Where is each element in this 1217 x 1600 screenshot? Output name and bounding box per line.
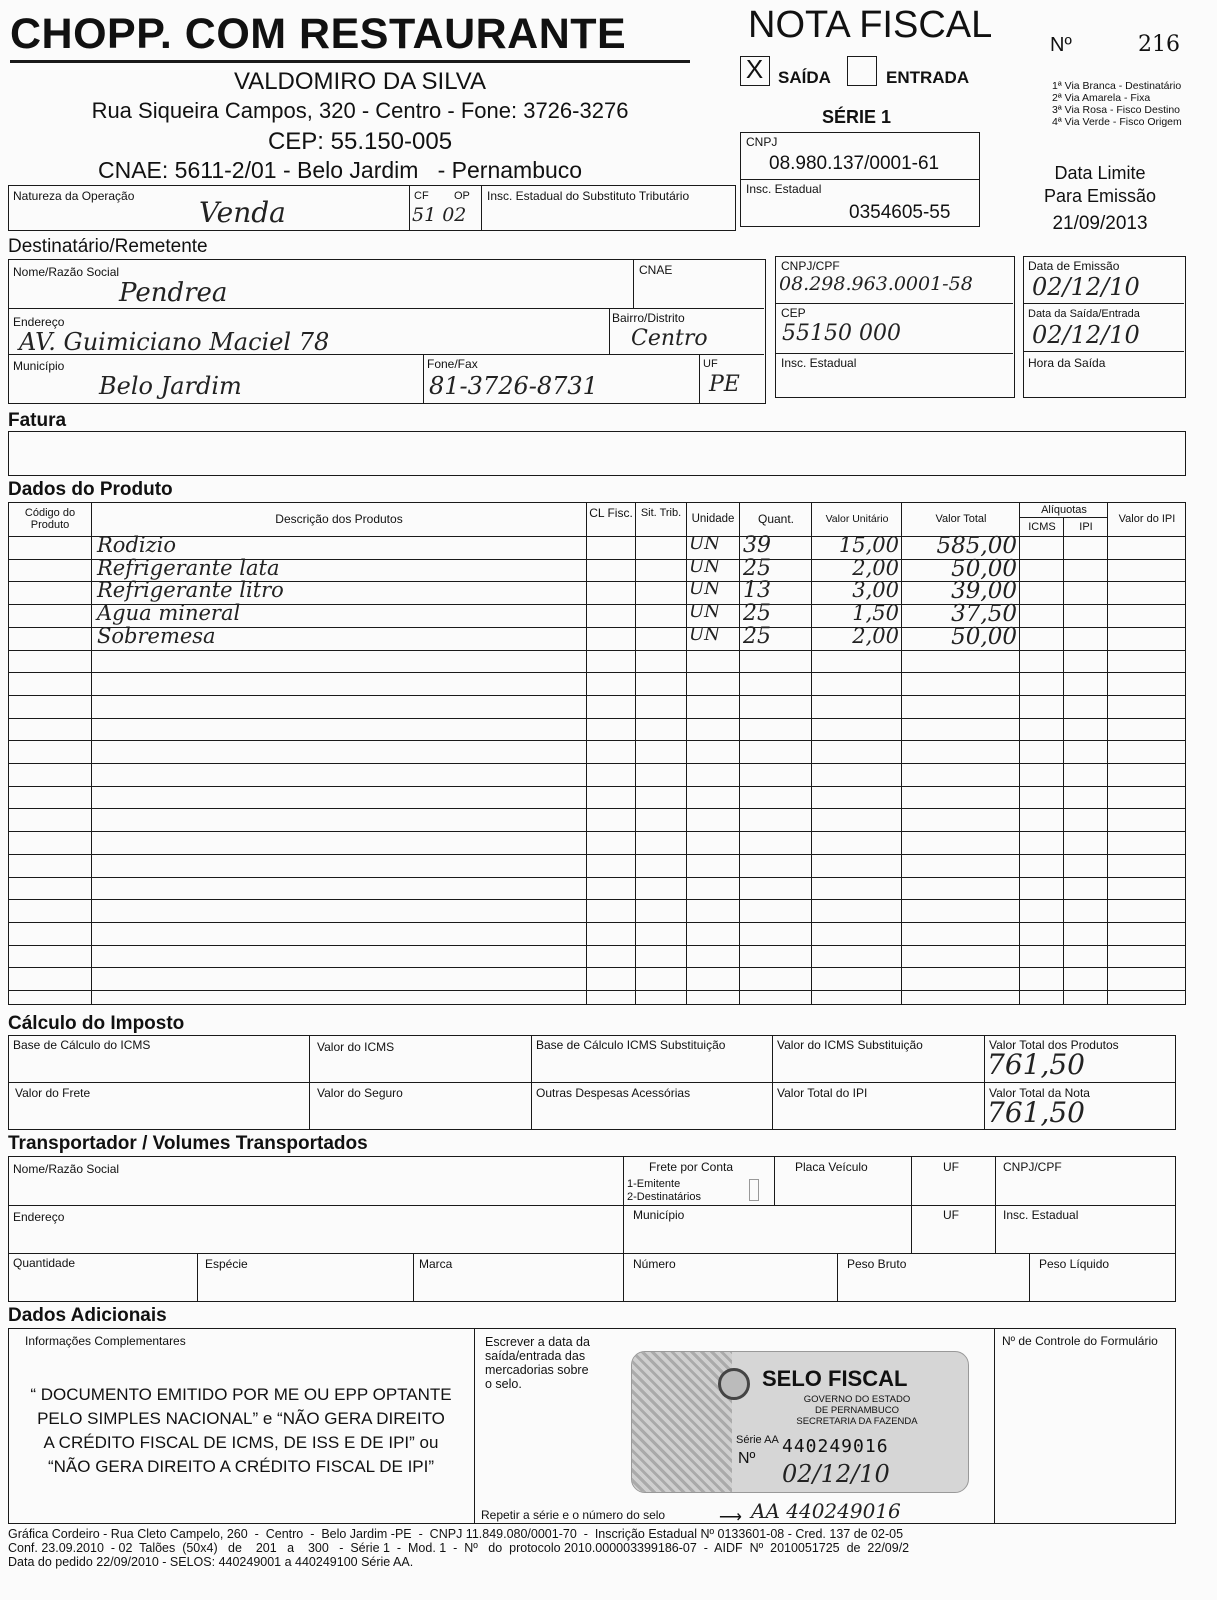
peso-bruto-label: Peso Bruto: [847, 1257, 907, 1271]
destinatario-left-box: [8, 259, 766, 404]
total-nota-value: 761,50: [987, 1096, 1085, 1129]
table-row-line: [9, 945, 1185, 946]
selo-data: 02/12/10: [782, 1460, 890, 1488]
fone-label: Fone/Fax: [427, 357, 478, 371]
serie-label: SÉRIE 1: [822, 107, 892, 127]
cep-label: CEP: [781, 306, 806, 320]
transportador-section-title: Transportador / Volumes Transportados: [8, 1133, 368, 1154]
especie-label: Espécie: [205, 1257, 248, 1271]
base-icms-label: Base de Cálculo do ICMS: [13, 1038, 151, 1052]
product-cell-vt: 50,00: [951, 555, 1017, 582]
col-ipi: IPI: [1079, 521, 1093, 533]
table-row-line: [9, 695, 1185, 696]
data-limite-value: 21/09/2013: [1052, 213, 1148, 234]
via-1: 1ª Via Branca - Destinatário: [1052, 80, 1182, 92]
entrada-label: ENTRADA: [886, 68, 970, 87]
table-row-line: [9, 967, 1185, 968]
natureza-label: Natureza da Operação: [13, 189, 135, 203]
col-sit: Sit. Trib.: [640, 507, 682, 519]
number-label: Nº: [1050, 34, 1072, 56]
nota-fiscal-title: NOTA FISCAL: [748, 4, 993, 46]
company-name: CHOPP. COM RESTAURANTE: [10, 10, 627, 58]
product-cell-vt: 585,00: [936, 533, 1017, 559]
product-cell-un: UN: [689, 533, 720, 554]
fatura-section-title: Fatura: [8, 410, 67, 431]
table-row-line: [9, 854, 1185, 855]
seguro-label: Valor do Seguro: [317, 1086, 403, 1100]
table-row-line: [9, 922, 1185, 923]
col-icms: ICMS: [1028, 521, 1056, 533]
dest-cnpj-label: CNPJ/CPF: [781, 259, 840, 273]
operacao-box: [8, 185, 736, 231]
natureza-value: Venda: [199, 196, 286, 229]
entrada-checkbox[interactable]: [847, 56, 877, 86]
insc-subst-label: Insc. Estadual do Substituto Tributário: [487, 189, 690, 203]
product-cell-vu: 2,00: [852, 623, 899, 648]
transp-uf2-label: UF: [943, 1208, 959, 1222]
col-unidade: Unidade: [691, 513, 735, 525]
footer-line-1: Gráfica Cordeiro - Rua Cleto Campelo, 260 - Centro - Belo Jardim -PE - CNPJ 11.849.080/0001-70 - Inscrição Estadual Nº 0133601-08 - Cred. 137 de 02-05: [8, 1527, 904, 1541]
product-cell-qt: 25: [743, 623, 771, 649]
produtos-section-title: Dados do Produto: [8, 479, 173, 500]
table-row-line: [9, 740, 1185, 741]
escrever-line-1: Escrever a data da: [485, 1335, 590, 1349]
product-cell-vu: 2,00: [852, 555, 899, 580]
total-produtos-value: 761,50: [987, 1048, 1085, 1081]
arrow-right-icon: ⟶: [719, 1509, 742, 1526]
nome-value: Pendrea: [119, 278, 228, 308]
selo-serie: Série AA: [736, 1434, 779, 1446]
table-row-line: [9, 808, 1185, 809]
product-cell-un: UN: [689, 601, 720, 623]
col-quant: Quant.: [757, 512, 795, 526]
product-cell-qt: 39: [743, 533, 771, 558]
vias-list: [1052, 80, 1212, 128]
product-cell-desc: Rodizio: [97, 533, 177, 557]
transp-insc-label: Insc. Estadual: [1003, 1208, 1079, 1222]
valor-icms-label: Valor do ICMS: [317, 1040, 395, 1054]
destinatarios-label: 2-Destinatários: [627, 1191, 701, 1203]
fone-value: 81-3726-8731: [429, 372, 598, 400]
table-row-line: [9, 718, 1185, 719]
controle-label: Nº de Controle do Formulário: [1002, 1334, 1158, 1348]
total-ipi-label: Valor Total do IPI: [777, 1086, 868, 1100]
insc-value: 0354605-55: [849, 202, 951, 223]
product-cell-un: UN: [689, 555, 720, 577]
imposto-section-title: Cálculo do Imposto: [8, 1013, 185, 1034]
cnpj-value: 08.980.137/0001-61: [769, 153, 940, 174]
placa-label: Placa Veículo: [795, 1160, 868, 1174]
uf-label: UF: [703, 358, 718, 370]
via-3: 3ª Via Rosa - Fisco Destino: [1052, 104, 1180, 116]
col-descricao: Descrição dos Produtos: [275, 512, 403, 526]
table-row-line: [9, 786, 1185, 787]
product-cell-qt: 13: [743, 578, 771, 604]
info-line-4: “NÃO GERA DIREITO A CRÉDITO FISCAL DE IPI”: [47, 1457, 435, 1476]
info-line-2: PELO SIMPLES NACIONAL” e “NÃO GERA DIREITO: [37, 1409, 445, 1428]
adicionais-section-title: Dados Adicionais: [8, 1305, 167, 1326]
via-4: 4ª Via Verde - Fisco Origem: [1052, 116, 1182, 128]
data-saida-label: Data da Saída/Entrada: [1028, 308, 1140, 320]
transp-endereco-label: Endereço: [13, 1210, 65, 1224]
product-cell-un: UN: [689, 578, 720, 600]
col-cl: CL Fisc.: [589, 506, 633, 520]
selo-gov-1: GOVERNO DO ESTADO: [803, 1394, 911, 1405]
col-valor-total: Valor Total: [935, 513, 987, 525]
company-address: Rua Siqueira Campos, 320 - Centro - Fone: 3726-3276: [91, 98, 629, 123]
adicionais-box: [8, 1328, 1176, 1524]
product-cell-vu: 1,50: [852, 601, 899, 626]
selo-gov-3: SECRETARIA DA FAZENDA: [796, 1416, 918, 1427]
col-aliquotas: Alíquotas: [1041, 504, 1087, 516]
product-cell-vt: 39,00: [951, 578, 1017, 605]
numero-label: Número: [633, 1257, 676, 1271]
owner-name: VALDOMIRO DA SILVA: [233, 68, 487, 95]
hora-saida-label: Hora da Saída: [1028, 356, 1106, 370]
data-saida-value: 02/12/10: [1032, 321, 1140, 349]
cnpj-label: CNPJ: [746, 135, 778, 149]
base-subst-label: Base de Cálculo ICMS Substituição: [536, 1038, 726, 1052]
cnae-label: CNAE: [639, 263, 673, 277]
imposto-box: [8, 1035, 1176, 1130]
emitente-insc-box: [740, 179, 980, 227]
nome-label: Nome/Razão Social: [13, 265, 120, 279]
product-cell-un: UN: [689, 623, 720, 645]
info-text: [9, 1383, 473, 1479]
data-emissao-value: 02/12/10: [1032, 273, 1140, 301]
table-row-line: [9, 990, 1185, 991]
fatura-box: [8, 431, 1186, 476]
outras-label: Outras Despesas Acessórias: [536, 1086, 691, 1100]
company-cep: CEP: 55.150-005: [267, 128, 453, 155]
table-row-line: [9, 672, 1185, 673]
transp-uf-label: UF: [943, 1160, 959, 1174]
selo-title: SELO FISCAL: [762, 1366, 908, 1391]
endereco-value: AV. Guimiciano Maciel 78: [19, 328, 330, 356]
footer-line-3: Data do pedido 22/09/2010 - SELOS: 440249001 a 440249100 Série AA.: [8, 1555, 414, 1569]
destinatario-cnpj-box: [775, 256, 1015, 398]
cfop-value: 51 02: [412, 204, 467, 226]
product-cell-vt: 50,00: [951, 623, 1017, 650]
op-label: OP: [454, 190, 470, 202]
marca-label: Marca: [419, 1257, 453, 1271]
transp-nome-label: Nome/Razão Social: [13, 1162, 120, 1176]
product-cell-vu: 3,00: [852, 578, 899, 603]
saida-mark: X: [745, 54, 764, 84]
cf-label: CF: [414, 190, 429, 202]
dest-cnpj-value: 08.298.963.0001-58: [779, 273, 973, 295]
valor-subst-label: Valor do ICMS Substituição: [777, 1038, 923, 1052]
selo-pattern: [632, 1352, 732, 1492]
escrever-text: [485, 1335, 590, 1391]
transportador-box: [8, 1156, 1176, 1302]
escrever-line-2: saída/entrada das: [485, 1349, 586, 1363]
total-nota-label: Valor Total da Nota: [989, 1086, 1090, 1100]
col-codigo: Código do Produto: [24, 507, 76, 531]
data-limite-label-2: Para Emissão: [1043, 186, 1157, 206]
bairro-value: Centro: [631, 326, 708, 351]
company-underline: [10, 60, 690, 63]
table-row-line: [9, 831, 1185, 832]
product-cell-vt: 37,50: [951, 601, 1017, 628]
product-cell-desc: Refrigerante lata: [97, 555, 280, 580]
repetir-label: Repetir a série e o número do selo: [481, 1508, 666, 1522]
info-label: Informações Complementares: [25, 1334, 186, 1348]
selo-fiscal: [631, 1351, 969, 1493]
quantidade-label: Quantidade: [13, 1256, 76, 1270]
product-cell-qt: 25: [743, 555, 771, 581]
transp-municipio-label: Município: [633, 1208, 685, 1222]
bairro-label: Bairro/Distrito: [612, 311, 685, 325]
insc-label: Insc. Estadual: [746, 182, 822, 196]
endereco-label: Endereço: [13, 315, 65, 329]
data-limite-label-1: Data Limite: [1054, 163, 1146, 183]
product-cell-desc: Sobremesa: [97, 623, 216, 648]
escrever-line-4: o selo.: [485, 1377, 522, 1391]
saida-checkbox[interactable]: [740, 56, 770, 86]
municipio-value: Belo Jardim: [99, 372, 242, 400]
produtos-table: [8, 502, 1186, 1005]
info-line-3: A CRÉDITO FISCAL DE ICMS, DE ISS E DE IPI” ou: [43, 1433, 439, 1452]
footer: [8, 1527, 1213, 1569]
data-emissao-label: Data de Emissão: [1028, 259, 1120, 273]
selo-gov: [782, 1394, 932, 1427]
emitente-cnpj-box: [740, 132, 980, 180]
cep-value: 55150 000: [782, 321, 901, 346]
selo-emblem-icon: [718, 1368, 750, 1400]
destinatario-section-title: Destinatário/Remetente: [8, 236, 208, 257]
company-cnae: CNAE: 5611-2/01 - Belo Jardim - Pernambuco: [98, 157, 583, 183]
dest-insc-label: Insc. Estadual: [781, 356, 857, 370]
repetir-value: AA 440249016: [751, 1499, 901, 1523]
selo-gov-2: DE PERNAMBUCO: [815, 1405, 899, 1416]
frete-label: Valor do Frete: [15, 1086, 91, 1100]
selo-no-label: Nº: [738, 1450, 756, 1467]
escrever-line-3: mercadorias sobre: [485, 1363, 589, 1377]
product-cell-desc: Agua mineral: [97, 601, 241, 626]
frete-checkbox[interactable]: [749, 1179, 759, 1201]
saida-label: SAÍDA: [778, 68, 831, 87]
via-2: 2ª Via Amarela - Fixa: [1052, 92, 1151, 104]
datas-box: [1023, 256, 1186, 398]
product-cell-desc: Refrigerante litro: [97, 578, 284, 603]
col-valor-ipi: Valor do IPI: [1118, 513, 1176, 525]
municipio-label: Município: [13, 359, 65, 373]
frete-conta-label: Frete por Conta: [649, 1160, 734, 1174]
product-cell-qt: 25: [743, 601, 771, 627]
product-cell-vu: 15,00: [838, 533, 899, 557]
emitente-label: 1-Emitente: [627, 1178, 681, 1190]
selo-numero: 440249016: [782, 1436, 889, 1457]
table-row-line: [9, 899, 1185, 900]
peso-liquido-label: Peso Líquido: [1039, 1257, 1110, 1271]
table-row-line: [9, 877, 1185, 878]
uf-value: PE: [709, 372, 740, 397]
table-row-line: [9, 763, 1185, 764]
nota-number: 216: [1138, 32, 1180, 57]
info-line-1: “ DOCUMENTO EMITIDO POR ME OU EPP OPTANTE: [30, 1385, 452, 1404]
col-valor-unit: Valor Unitário: [825, 513, 889, 525]
transp-cnpj-label: CNPJ/CPF: [1003, 1160, 1062, 1174]
footer-line-2: Conf. 23.09.2010 - 02 Talões (50x4) de 201 a 300 - Série 1 - Mod. 1 - Nº do protocolo 2010.000003399186-07 - AIDF Nº 2010051725 de 22/09/2: [8, 1541, 910, 1555]
total-produtos-label: Valor Total dos Produtos: [989, 1038, 1119, 1052]
